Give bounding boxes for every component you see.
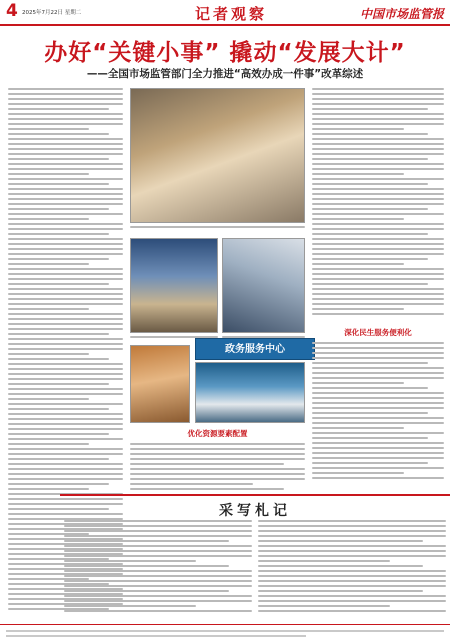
text-column-center [130,428,305,490]
notes-column-left [64,520,252,616]
text-line [8,283,109,285]
text-line [8,313,123,315]
text-line [8,453,123,455]
text-line [312,313,444,315]
text-line [64,610,252,612]
text-line [8,148,123,150]
text-line [8,133,109,135]
text-line [258,540,423,542]
text-line [258,595,446,597]
text-line [8,403,123,405]
text-line [8,268,123,270]
text-line [312,432,444,434]
text-line [312,377,444,379]
text-line [130,458,305,460]
text-line [8,198,123,200]
text-line [258,555,446,557]
photo-officials [130,88,305,223]
text-line [8,308,89,310]
text-line [8,388,123,390]
text-line [8,188,123,190]
text-line [8,173,89,175]
text-line [8,243,123,245]
text-line [8,338,123,340]
text-line [8,418,123,420]
text-line [64,565,229,567]
text-line [64,535,252,537]
text-line [312,472,404,474]
text-line [8,478,123,480]
text-line [130,443,305,445]
text-line [312,118,444,120]
text-line [258,600,446,602]
text-line [8,438,123,440]
text-line [8,373,123,375]
text-line [8,458,109,460]
text-line [258,550,446,552]
text-line [130,468,305,470]
text-line [312,198,444,200]
text-line [8,468,123,470]
text-line [312,417,444,419]
text-line [312,437,428,439]
text-line [312,452,444,454]
text-line [312,138,444,140]
text-line [312,123,444,125]
photo-service-center [195,362,305,423]
text-line [312,263,404,265]
text-line [258,575,446,577]
text-line [8,88,123,90]
text-line [312,108,428,110]
text-line [8,233,109,235]
text-line [258,535,446,537]
text-line [312,213,444,215]
paper-name: 中国市场监管报 [359,7,444,21]
text-line [8,113,123,115]
subheadline: ——全国市场监管部门全力推进“高效办成一件事”改革综述 [86,68,364,80]
section-heading-2: 优化资源要素配置 [187,429,248,438]
text-line [312,128,404,130]
text-line [8,408,109,410]
text-line [64,545,252,547]
text-line [8,328,123,330]
text-line [8,208,109,210]
text-line [312,248,444,250]
text-line [64,590,229,592]
text-line [258,590,423,592]
text-line [312,113,444,115]
text-line [312,288,444,290]
text-line [64,595,252,597]
text-column-right-mid [312,325,444,485]
text-line [8,443,89,445]
text-line [312,397,444,399]
text-line [312,407,444,409]
notes-column-right [258,520,446,616]
text-line [8,108,109,110]
text-line [8,383,109,385]
text-line [312,153,444,155]
text-line [8,183,109,185]
text-line [130,463,284,465]
text-line [8,288,123,290]
text-line [64,520,252,522]
text-line [312,93,444,95]
text-line [312,268,444,270]
photo-business [130,345,190,423]
text-line [8,393,123,395]
text-line [8,258,109,260]
text-line [8,448,123,450]
issue-date: 2025年7月22日 星期二 [22,10,82,16]
text-line [8,143,123,145]
text-line [312,477,444,479]
text-line [8,298,123,300]
text-line [8,398,89,400]
text-column-right-top [312,88,444,323]
text-line [312,342,444,344]
text-line [130,448,305,450]
text-line [312,357,444,359]
text-line [312,158,428,160]
text-line [8,158,109,160]
text-line [64,540,229,542]
text-line [312,88,444,90]
text-line [8,138,123,140]
text-line [8,428,123,430]
text-line [8,218,89,220]
text-line [64,570,252,572]
text-line [64,575,252,577]
text-line [8,333,109,335]
section-name: 记者观察 [195,5,268,23]
text-line [312,218,404,220]
text-line [8,98,123,100]
footer [0,624,450,640]
text-line [8,353,89,355]
text-line [312,308,404,310]
text-line [312,293,444,295]
text-line [258,605,390,607]
text-line [258,585,446,587]
text-line [64,525,252,527]
text-line [8,488,89,490]
text-line [64,605,196,607]
text-line [312,387,428,389]
page-number: 4 [6,1,18,21]
text-line [8,103,123,105]
text-line [8,303,123,305]
text-line [312,462,428,464]
text-line [8,223,123,225]
text-line [312,148,444,150]
text-line [8,248,123,250]
text-line [312,183,428,185]
text-line [312,243,444,245]
text-line [258,520,446,522]
text-line [130,478,305,480]
text-line [312,382,404,384]
text-line [64,560,196,562]
text-line [312,412,428,414]
text-line [312,372,444,374]
text-line [258,580,446,582]
text-line [312,208,428,210]
text-line [312,133,428,135]
text-line [130,488,284,490]
text-line [8,168,123,170]
text-line [8,238,123,240]
text-line [258,525,446,527]
text-line [8,378,123,380]
text-line [258,560,390,562]
text-line [8,363,123,365]
text-line [8,163,123,165]
notes-title: 采写札记 [219,503,291,519]
text-line [312,228,444,230]
text-line [312,347,444,349]
text-line [8,203,123,205]
text-line [258,565,423,567]
text-line [8,278,123,280]
text-line [258,545,446,547]
text-line [312,367,444,369]
text-line [312,193,444,195]
text-line [312,303,444,305]
text-line [312,442,444,444]
text-line [8,318,123,320]
text-line [312,238,444,240]
photo-service-window [130,238,218,333]
text-line [8,178,123,180]
photo-staff [222,238,305,333]
photo-caption-1 [130,226,305,232]
text-line [312,283,428,285]
text-line [312,178,444,180]
text-line [8,153,123,155]
text-line [258,570,446,572]
text-line [312,258,428,260]
text-line [312,143,444,145]
text-line [8,348,123,350]
text-line [312,173,404,175]
text-line [312,422,444,424]
text-line [312,163,444,165]
text-line [312,427,404,429]
service-center-sign: 政务服务中心 [195,338,315,360]
text-line [312,168,444,170]
text-line [64,580,252,582]
text-line [8,413,123,415]
text-line [312,402,444,404]
text-line [312,352,444,354]
masthead [0,0,450,26]
text-line [312,223,444,225]
text-line [312,203,444,205]
text-line [312,457,444,459]
text-line [8,128,89,130]
section-heading-1: 深化民生服务便利化 [344,328,412,337]
text-line [8,93,123,95]
text-line [312,298,444,300]
text-line [258,610,446,612]
text-line [8,433,109,435]
notes-box [60,494,450,618]
text-line [8,343,123,345]
text-line [8,323,123,325]
text-line [8,228,123,230]
text-line [130,483,253,485]
text-line [312,467,444,469]
text-line [312,188,444,190]
text-line [312,278,444,280]
text-line [8,293,123,295]
text-line [8,358,109,360]
text-line [312,98,444,100]
text-line [8,423,123,425]
text-line [8,263,89,265]
text-line [8,483,109,485]
text-line [130,453,305,455]
text-line [312,392,444,394]
text-line [8,123,123,125]
text-line [312,273,444,275]
text-line [8,253,123,255]
text-line [312,447,444,449]
text-line [312,233,428,235]
text-line [8,368,123,370]
text-line [258,530,446,532]
headline: 办好“关键小事” 撬动“发展大计” [44,40,406,66]
text-line [64,555,252,557]
text-line [64,550,252,552]
text-line [64,530,252,532]
text-line [64,600,252,602]
text-line [8,118,123,120]
text-line [8,273,123,275]
text-line [64,585,252,587]
text-line [8,193,123,195]
text-line [8,463,123,465]
text-line [130,473,305,475]
text-line [312,103,444,105]
text-line [8,213,123,215]
text-line [8,473,123,475]
text-line [312,362,428,364]
text-line [312,253,444,255]
